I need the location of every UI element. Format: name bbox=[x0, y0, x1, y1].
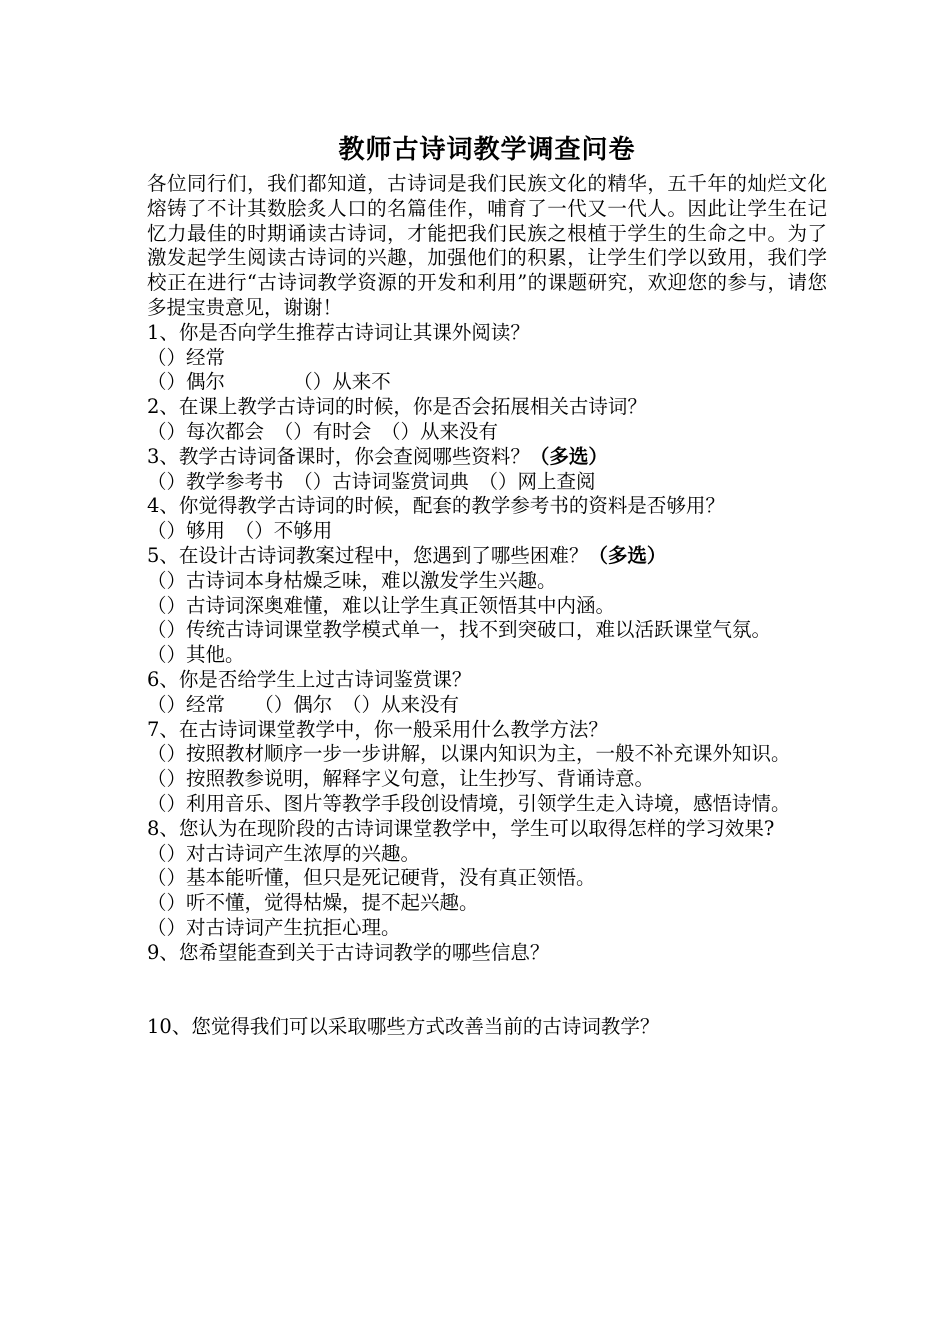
option-row bbox=[147, 618, 827, 643]
option-row bbox=[147, 370, 827, 395]
option-row bbox=[147, 792, 827, 817]
answer-option[interactable]: （）偶尔 （）从来不 bbox=[147, 370, 391, 394]
option-row bbox=[147, 891, 827, 916]
question-list bbox=[147, 321, 827, 1040]
option-row bbox=[147, 594, 827, 619]
page-title: 教师古诗词教学调查问卷 bbox=[338, 135, 636, 165]
question-text: 1、你是否向学生推荐古诗词让其课外阅读？ bbox=[147, 320, 530, 344]
question-9 bbox=[147, 941, 827, 966]
option-row bbox=[147, 346, 827, 371]
option-row bbox=[147, 569, 827, 594]
answer-space[interactable] bbox=[147, 966, 827, 1015]
option-row bbox=[147, 470, 827, 495]
option-row bbox=[147, 842, 827, 867]
question-text: 9、您希望能查到关于古诗词教学的哪些信息？ bbox=[147, 940, 550, 964]
question-7 bbox=[147, 718, 827, 743]
answer-option[interactable]: （）对古诗词产生浓厚的兴趣。 bbox=[147, 841, 421, 865]
answer-option[interactable]: （）听不懂，觉得枯燥，提不起兴趣。 bbox=[147, 891, 479, 915]
option-row bbox=[147, 866, 827, 891]
question-text: 10、您觉得我们可以采取哪些方式改善当前的古诗词教学？ bbox=[147, 1014, 660, 1038]
question-10 bbox=[147, 1015, 827, 1040]
answer-option[interactable]: （）经常 bbox=[147, 345, 226, 369]
question-8 bbox=[147, 817, 827, 842]
option-row bbox=[147, 767, 827, 792]
option-row bbox=[147, 693, 827, 718]
question-text: 4、你觉得教学古诗词的时候，配套的教学参考书的资料是否够用？ bbox=[147, 494, 725, 518]
questionnaire-page bbox=[147, 130, 827, 1039]
answer-option[interactable]: （）经常 （）偶尔 （）从来没有 bbox=[147, 692, 460, 716]
option-row bbox=[147, 420, 827, 445]
question-6 bbox=[147, 668, 827, 693]
multi-select-note: （多选） bbox=[588, 543, 667, 567]
question-text: 7、在古诗词课堂教学中，你一般采用什么教学方法？ bbox=[147, 717, 608, 741]
answer-option[interactable]: （）对古诗词产生抗拒心理。 bbox=[147, 915, 401, 939]
question-1 bbox=[147, 321, 827, 346]
question-text: 3、教学古诗词备课时，你会查阅哪些资料？ bbox=[147, 444, 530, 468]
question-text: 6、你是否给学生上过古诗词鉴赏课？ bbox=[147, 667, 472, 691]
question-text: 8、您认为在现阶段的古诗词课堂教学中，学生可以取得怎样的学习效果? bbox=[147, 816, 775, 840]
answer-option[interactable]: （）利用音乐、图片等教学手段创设情境，引领学生走入诗境，感悟诗情。 bbox=[147, 791, 791, 815]
answer-option[interactable]: （）每次都会 （）有时会 （）从来没有 bbox=[147, 419, 499, 443]
question-2 bbox=[147, 395, 827, 420]
question-3 bbox=[147, 445, 827, 470]
option-row bbox=[147, 519, 827, 544]
question-4 bbox=[147, 494, 827, 519]
answer-option[interactable]: （）教学参考书 （）古诗词鉴赏词典 （）网上查阅 bbox=[147, 469, 596, 493]
question-5 bbox=[147, 544, 827, 569]
answer-option[interactable]: （）按照教材顺序一步一步讲解，以课内知识为主，一般不补充课外知识。 bbox=[147, 742, 791, 766]
answer-option[interactable]: （）古诗词深奥难懂，难以让学生真正领悟其中内涵。 bbox=[147, 593, 616, 617]
question-text: 2、在课上教学古诗词的时候，你是否会拓展相关古诗词？ bbox=[147, 395, 647, 419]
answer-option[interactable]: （）够用 （）不够用 bbox=[147, 519, 333, 543]
answer-option[interactable]: （）按照教参说明，解释字义句意，让生抄写、背诵诗意。 bbox=[147, 767, 655, 791]
intro-paragraph: 各位同行们，我们都知道，古诗词是我们民族文化的精华，五千年的灿烂文化熔铸了不计其数脍炙人口的名篇佳作，哺育了一代又一代人。因此让学生在记忆力最佳的时期诵读古诗词，才能把我们民族之根植于学生的生命之中。为了激发起学生阅读古诗词的兴趣，加强他们的积累，让学生们学以致用，我们学校正在进行“古诗词教学资源的开发和利用”的课题研究，欢迎您的参与，请您多提宝贵意见，谢谢！ bbox=[147, 172, 827, 319]
answer-option[interactable]: （）古诗词本身枯燥乏味，难以激发学生兴趣。 bbox=[147, 568, 557, 592]
answer-option[interactable]: （）传统古诗词课堂教学模式单一，找不到突破口，难以活跃课堂气氛。 bbox=[147, 618, 772, 642]
option-row bbox=[147, 643, 827, 668]
option-row bbox=[147, 742, 827, 767]
multi-select-note: （多选） bbox=[529, 444, 608, 468]
option-row bbox=[147, 916, 827, 941]
question-text: 5、在设计古诗词教案过程中，您遇到了哪些困难？ bbox=[147, 543, 589, 567]
answer-option[interactable]: （）其他。 bbox=[147, 643, 245, 667]
answer-option[interactable]: （）基本能听懂，但只是死记硬背，没有真正领悟。 bbox=[147, 866, 596, 890]
